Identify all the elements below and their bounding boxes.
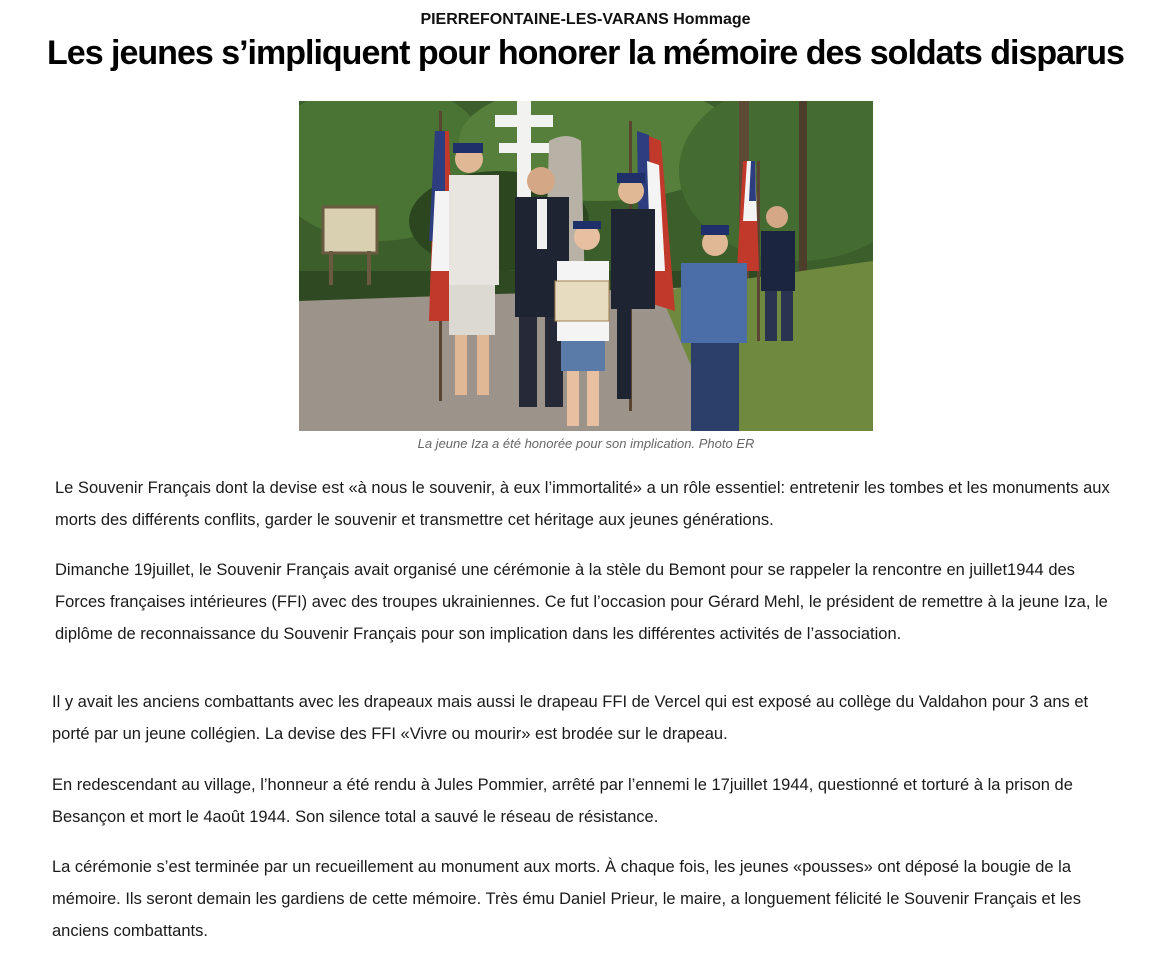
article-paragraph: Dimanche 19juillet, le Souvenir Français avait organisé une cérémonie à la stèle du Bemont pour se rappeler la rencontre en juillet1944 des Forces françaises intérieures (FFI) avec des troupes ukrainiennes. Ce fut l’occasion pour Gérard Mehl, le président de remettre à la jeune Iza, le diplôme de reconnaissance du Souvenir Français pour son implication dans les différentes activités de l’association. bbox=[55, 561, 1108, 643]
article-paragraph: Il y avait les anciens combattants avec les drapeaux mais aussi le drapeau FFI de Vercel qui est exposé au collège du Valdahon pour 3 ans et porté par un jeune collégien. La devise des FFI «Vivre ou mourir» est brodée sur le drapeau. bbox=[52, 693, 1089, 743]
article-paragraph: En redescendant au village, l’honneur a été rendu à Jules Pommier, arrêté par l’ennemi le 17juillet 1944, questionné et torturé à la prison de Besançon et mort le 4août 1944. Son silence total a sauvé le réseau de résistance. bbox=[52, 776, 1073, 826]
article-paragraph: Le Souvenir Français dont la devise est «à nous le souvenir, à eux l’immortalité» a un rôle essentiel: entretenir les tombes et les monuments aux morts des différents conflits, garder le souvenir et transmettre cet héritage aux jeunes générations. bbox=[55, 479, 1110, 529]
article-photo bbox=[299, 101, 873, 431]
article-kicker: PIERREFONTAINE-LES-VARANS Hommage bbox=[420, 11, 751, 28]
photo-caption: La jeune Iza a été honorée pour son implication. Photo ER bbox=[417, 436, 755, 451]
article-headline: Les jeunes s’impliquent pour honorer la mémoire des soldats disparus bbox=[47, 34, 1124, 72]
article-paragraph: La cérémonie s’est terminée par un recueillement au monument aux morts. À chaque fois, les jeunes «pousses» ont déposé la bougie de la mémoire. Ils seront demain les gardiens de cette mémoire. Très ému Daniel Prieur, le maire, a longuement félicité le Souvenir Français et les anciens combattants. bbox=[52, 858, 1081, 940]
